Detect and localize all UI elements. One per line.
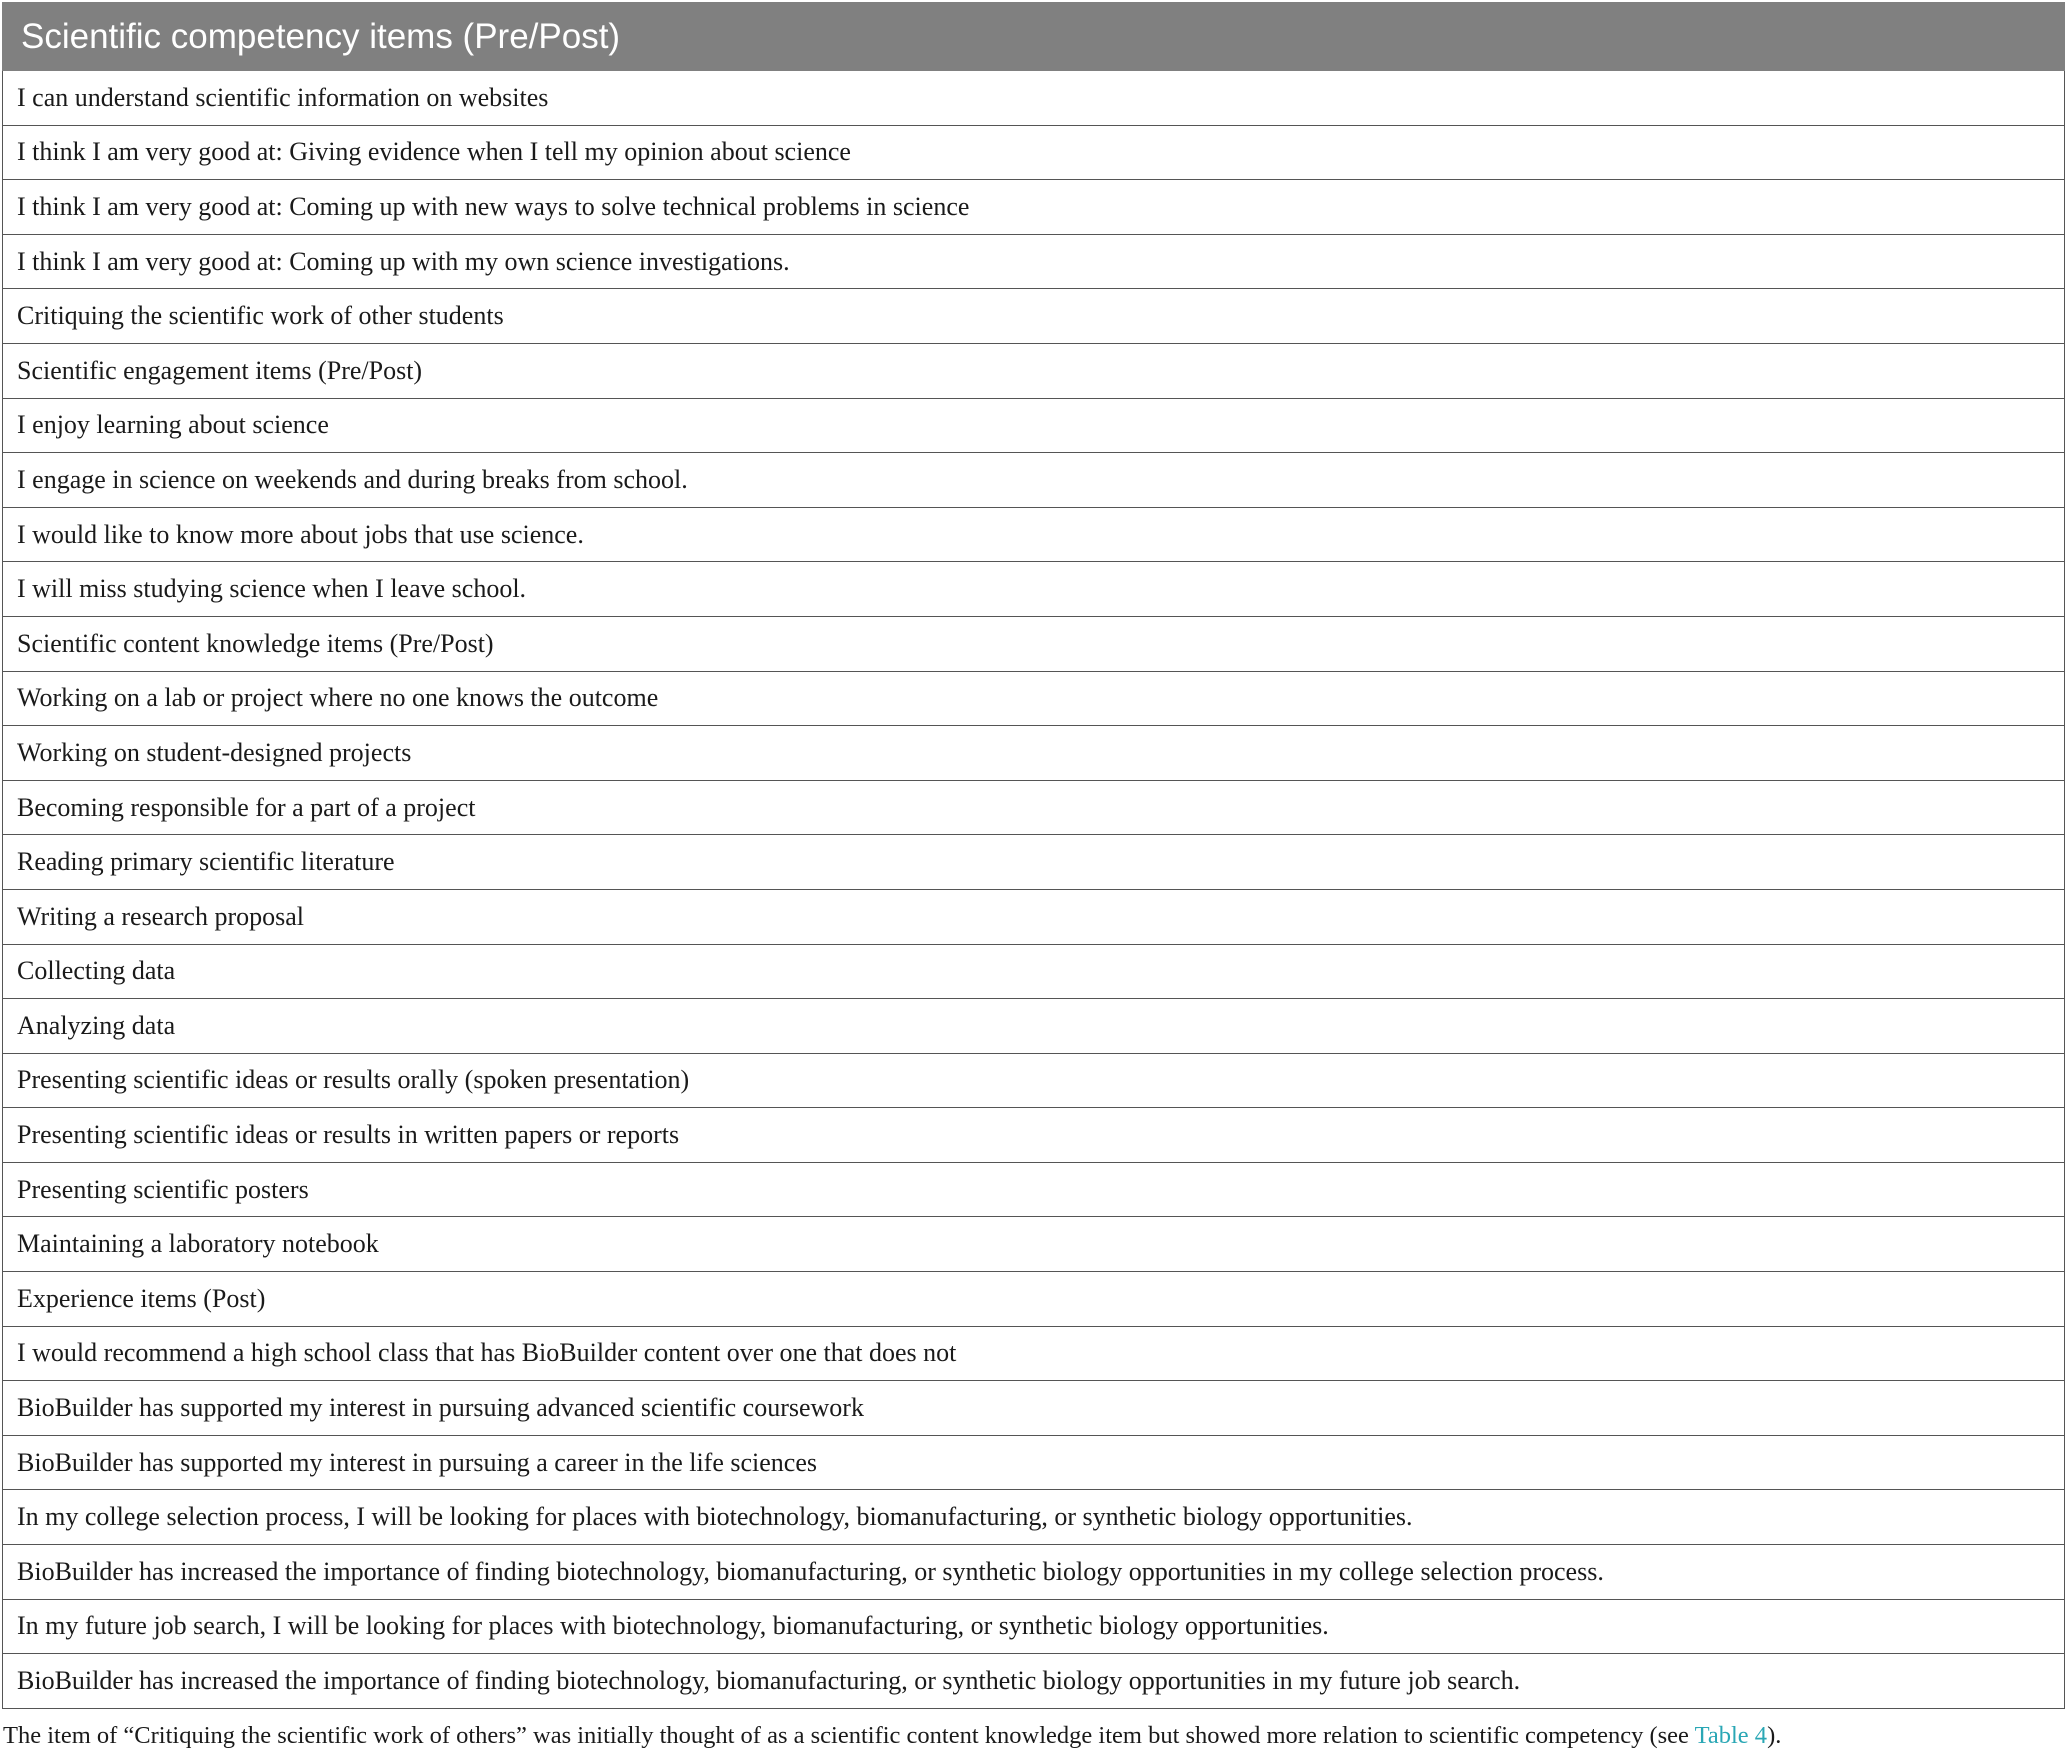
table-cell: I would recommend a high school class that has BioBuilder content over one that does not [3, 1326, 2065, 1381]
table-row [3, 289, 2065, 344]
table-header: Scientific competency items (Pre/Post) [3, 3, 2065, 71]
table-row [3, 1272, 2065, 1327]
table-body [3, 71, 2065, 1709]
table-4-link[interactable]: Table 4 [1694, 1722, 1768, 1749]
table-cell: I enjoy learning about science [3, 398, 2065, 453]
table-cell: Writing a research proposal [3, 889, 2065, 944]
table-row [3, 835, 2065, 890]
table-cell: Analyzing data [3, 999, 2065, 1054]
table-row [3, 125, 2065, 180]
table-row [3, 71, 2065, 126]
table-cell: Scientific engagement items (Pre/Post) [3, 343, 2065, 398]
table-cell: In my college selection process, I will be looking for places with biotechnology, biomanufacturing, or synthetic biology opportunities. [3, 1490, 2065, 1545]
table-cell: Presenting scientific ideas or results orally (spoken presentation) [3, 1053, 2065, 1108]
table-row [3, 1435, 2065, 1490]
table-cell: BioBuilder has supported my interest in pursuing advanced scientific coursework [3, 1381, 2065, 1436]
table-cell: In my future job search, I will be looking for places with biotechnology, biomanufacturing, or synthetic biology opportunities. [3, 1599, 2065, 1654]
survey-items-table [2, 2, 2065, 1709]
table-cell: Maintaining a laboratory notebook [3, 1217, 2065, 1272]
table-cell: I engage in science on weekends and during breaks from school. [3, 453, 2065, 508]
table-row [3, 671, 2065, 726]
table-cell: I will miss studying science when I leave school. [3, 562, 2065, 617]
table-row [3, 234, 2065, 289]
table-cell: I think I am very good at: Coming up with new ways to solve technical problems in science [3, 180, 2065, 235]
table-row [3, 1381, 2065, 1436]
table-cell: Experience items (Post) [3, 1272, 2065, 1327]
table-row [3, 1490, 2065, 1545]
table-cell: Working on a lab or project where no one knows the outcome [3, 671, 2065, 726]
table-cell: Critiquing the scientific work of other students [3, 289, 2065, 344]
survey-items-table-container [2, 2, 2065, 1709]
table-row [3, 999, 2065, 1054]
table-cell: I think I am very good at: Giving evidence when I tell my opinion about science [3, 125, 2065, 180]
table-row [3, 453, 2065, 508]
table-row [3, 343, 2065, 398]
table-row [3, 780, 2065, 835]
table-row [3, 889, 2065, 944]
table-row [3, 180, 2065, 235]
table-row [3, 398, 2065, 453]
table-cell: Presenting scientific ideas or results in written papers or reports [3, 1108, 2065, 1163]
table-cell: Working on student-designed projects [3, 726, 2065, 781]
table-row [3, 1599, 2065, 1654]
table-cell: BioBuilder has supported my interest in pursuing a career in the life sciences [3, 1435, 2065, 1490]
table-row [3, 1108, 2065, 1163]
table-row [3, 1217, 2065, 1272]
table-cell: BioBuilder has increased the importance of finding biotechnology, biomanufacturing, or synthetic biology opportunities in my future job search. [3, 1654, 2065, 1709]
footnote-tail: ). [1767, 1722, 1782, 1749]
table-row [3, 726, 2065, 781]
table-cell: Presenting scientific posters [3, 1162, 2065, 1217]
table-row [3, 1545, 2065, 1600]
table-cell: I would like to know more about jobs that use science. [3, 507, 2065, 562]
table-cell: I can understand scientific information on websites [3, 71, 2065, 126]
table-row [3, 944, 2065, 999]
table-row [3, 1162, 2065, 1217]
table-row [3, 1654, 2065, 1709]
table-row [3, 562, 2065, 617]
table-header-row [3, 3, 2065, 71]
table-cell: I think I am very good at: Coming up with my own science investigations. [3, 234, 2065, 289]
table-row [3, 1326, 2065, 1381]
table-cell: Collecting data [3, 944, 2065, 999]
table-cell: Becoming responsible for a part of a project [3, 780, 2065, 835]
table-cell: Reading primary scientific literature [3, 835, 2065, 890]
table-row [3, 507, 2065, 562]
table-cell: Scientific content knowledge items (Pre/Post) [3, 616, 2065, 671]
table-row [3, 616, 2065, 671]
footnote-text: The item of “Critiquing the scientific work of others” was initially thought of as a scientific content knowledge item but showed more relation to scientific competency (see [3, 1722, 1695, 1749]
table-footnote [3, 1722, 1781, 1750]
table-row [3, 1053, 2065, 1108]
table-cell: BioBuilder has increased the importance of finding biotechnology, biomanufacturing, or synthetic biology opportunities in my college selection process. [3, 1545, 2065, 1600]
